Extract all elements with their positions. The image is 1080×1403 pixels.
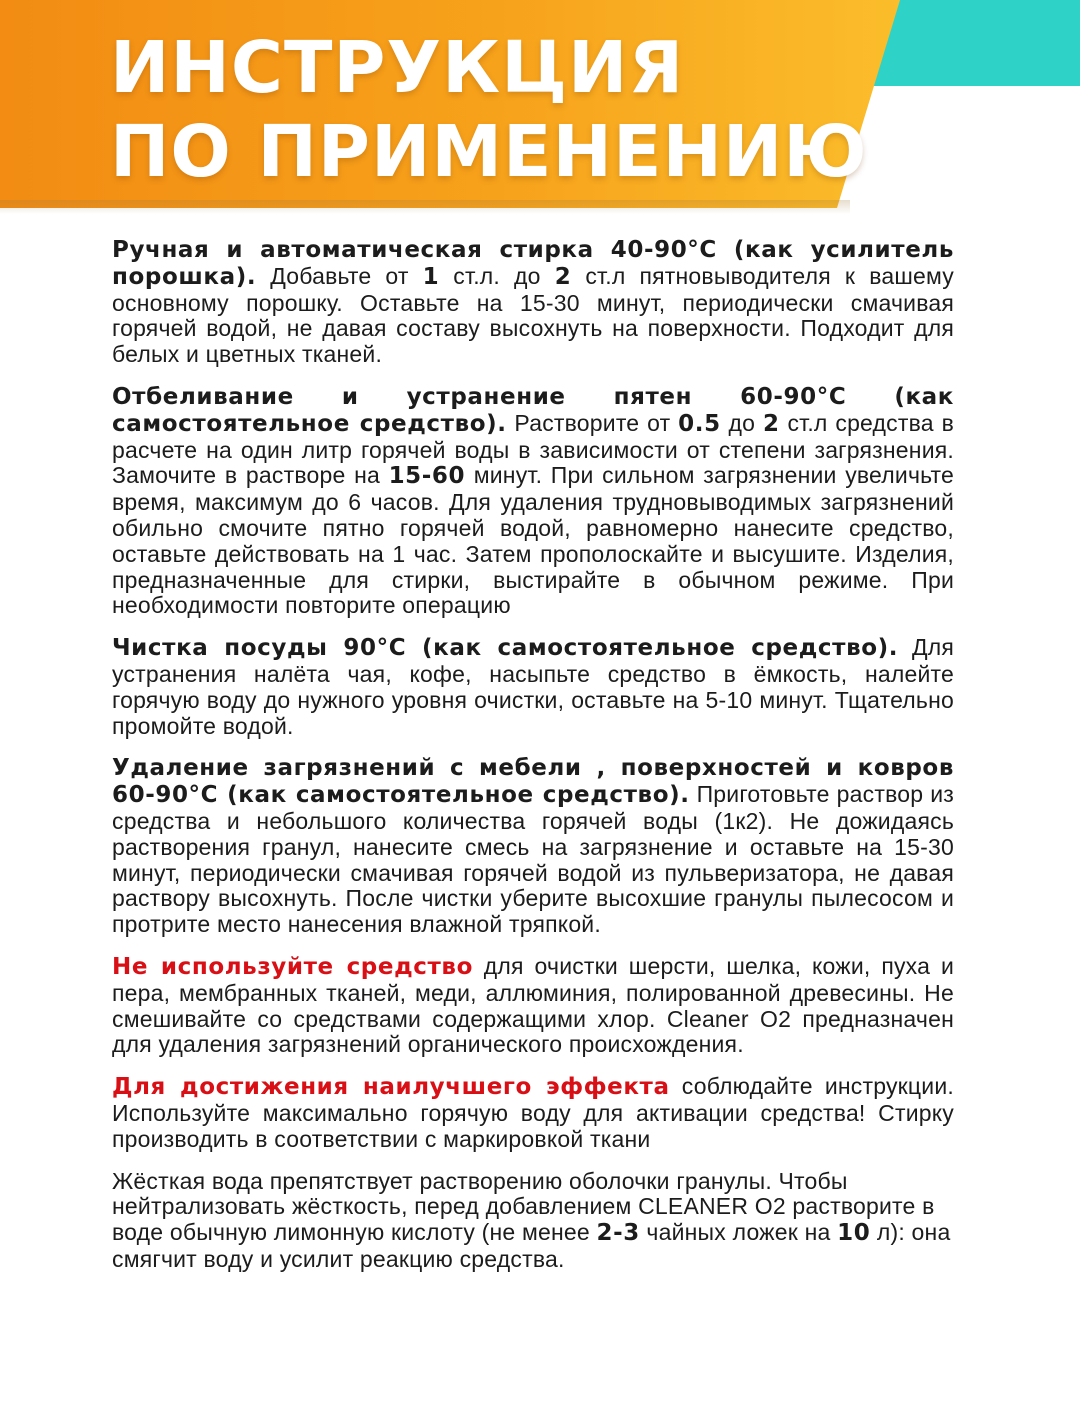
section-text: л): она смягчит воду и усилит реакцию средства.	[112, 1219, 951, 1272]
section-text: соблюдайте инструкции. Используйте максимально горячую воду для активации средства! Стирку производить в соответствии с маркировкой ткани	[112, 1073, 954, 1152]
page-title	[110, 26, 868, 194]
instructions-body	[112, 237, 954, 1289]
dose-value: 1	[422, 263, 440, 290]
section-text: до	[720, 409, 763, 436]
section-text: ст.л средства в расчете на один литр горячей воды в зависимости от степени загрязнения. Замочите в растворе на	[112, 409, 954, 489]
section-text: минут. При сильном загрязнении увеличьте время, максимум до 6 часов. Для удаления трудновыводимых загрязнений обильно смочите пятно горячей водой, равномерно нанесите средство, оставьте действовать на 1 час. Затем прополоскайте и высушите. Изделия, предназначенные для стирки, выстирайте в обычном режиме. При необходимости повторите операцию	[112, 462, 954, 619]
section-heading: Чистка посуды 90°С (как самостоятельное средство).	[112, 635, 899, 662]
banner-shadow	[0, 200, 850, 214]
section-text: ст.л пятновыводителя к вашему основному порошку. Оставьте на 15-30 минут, периодически смачивая горячей водой, не давая составу высохнуть на поверхности. Подходит для белых и цветных тканей.	[112, 262, 954, 368]
section-bleaching-stains	[112, 384, 954, 619]
section-text: Растворите от	[506, 409, 679, 436]
duration-value: 15-60	[388, 463, 466, 490]
volume-value: 10	[837, 1220, 871, 1247]
dose-value: 2-3	[596, 1220, 640, 1247]
section-text: для очистки шерсти, шелка, кожи, пуха и пера, мембранных тканей, меди, аллюминия, полированной древесины. Не смешивайте со средствами содержащими хлор. Cleaner O2 предназначен для удаления загрязнений органического происхождения.	[112, 952, 954, 1058]
section-best-results	[112, 1074, 954, 1152]
section-heading: Отбеливание и устранение пятен 60-90°С (как самостоятельное средство).	[112, 383, 954, 437]
section-dish-cleaning	[112, 635, 954, 739]
section-hard-water	[112, 1169, 954, 1273]
section-text: ст.л. до	[439, 262, 555, 289]
section-text: Для устранения налёта чая, кофе, насыпьте средство в ёмкость, налейте горячую воду до нужного уровня очистки, оставьте на 5-10 минут. Тщательно промойте водой.	[112, 634, 954, 739]
section-text: Добавьте от	[256, 262, 423, 289]
tip-heading: Для достижения наилучшего эффекта	[112, 1074, 670, 1101]
dose-value: 0.5	[678, 410, 721, 437]
section-hand-machine-wash	[112, 237, 954, 368]
dose-value: 2	[763, 410, 780, 437]
section-heading: Ручная и автоматическая стирка 40-90°С (как усилитель порошка).	[112, 237, 954, 290]
dose-value: 2	[554, 263, 572, 290]
page-title-line-2: ПО ПРИМЕНЕНИЮ	[110, 110, 868, 193]
section-text: Приготовьте раствор из средства и небольшого количества горячей воды (1к2). Не дожидаясь растворения гранул, нанесите смесь на загрязнение и оставьте на 15-30 минут, периодически смачивая горячей водой из пульверизатора, не давая раствору высохнуть. После чистки уберите высохшие гранулы пылесосом и протрите место нанесения влажной тряпкой.	[112, 781, 954, 938]
section-text: Жёсткая вода препятствует растворению оболочки гранулы. Чтобы нейтрализовать жёсткость, перед добавлением CLEANER O2 растворите в воде обычную лимонную кислоту (не менее	[112, 1167, 935, 1246]
warning-heading: Не используйте средство	[112, 953, 473, 980]
section-heading: Удаление загрязнений с мебели , поверхностей и ковров 60-90°С (как самостоятельное средство).	[112, 755, 954, 809]
page-title-line-1: ИНСТРУКЦИЯ	[110, 26, 685, 109]
section-text: чайных ложек на	[639, 1219, 838, 1246]
section-furniture-carpets	[112, 755, 954, 938]
section-warning	[112, 954, 954, 1058]
